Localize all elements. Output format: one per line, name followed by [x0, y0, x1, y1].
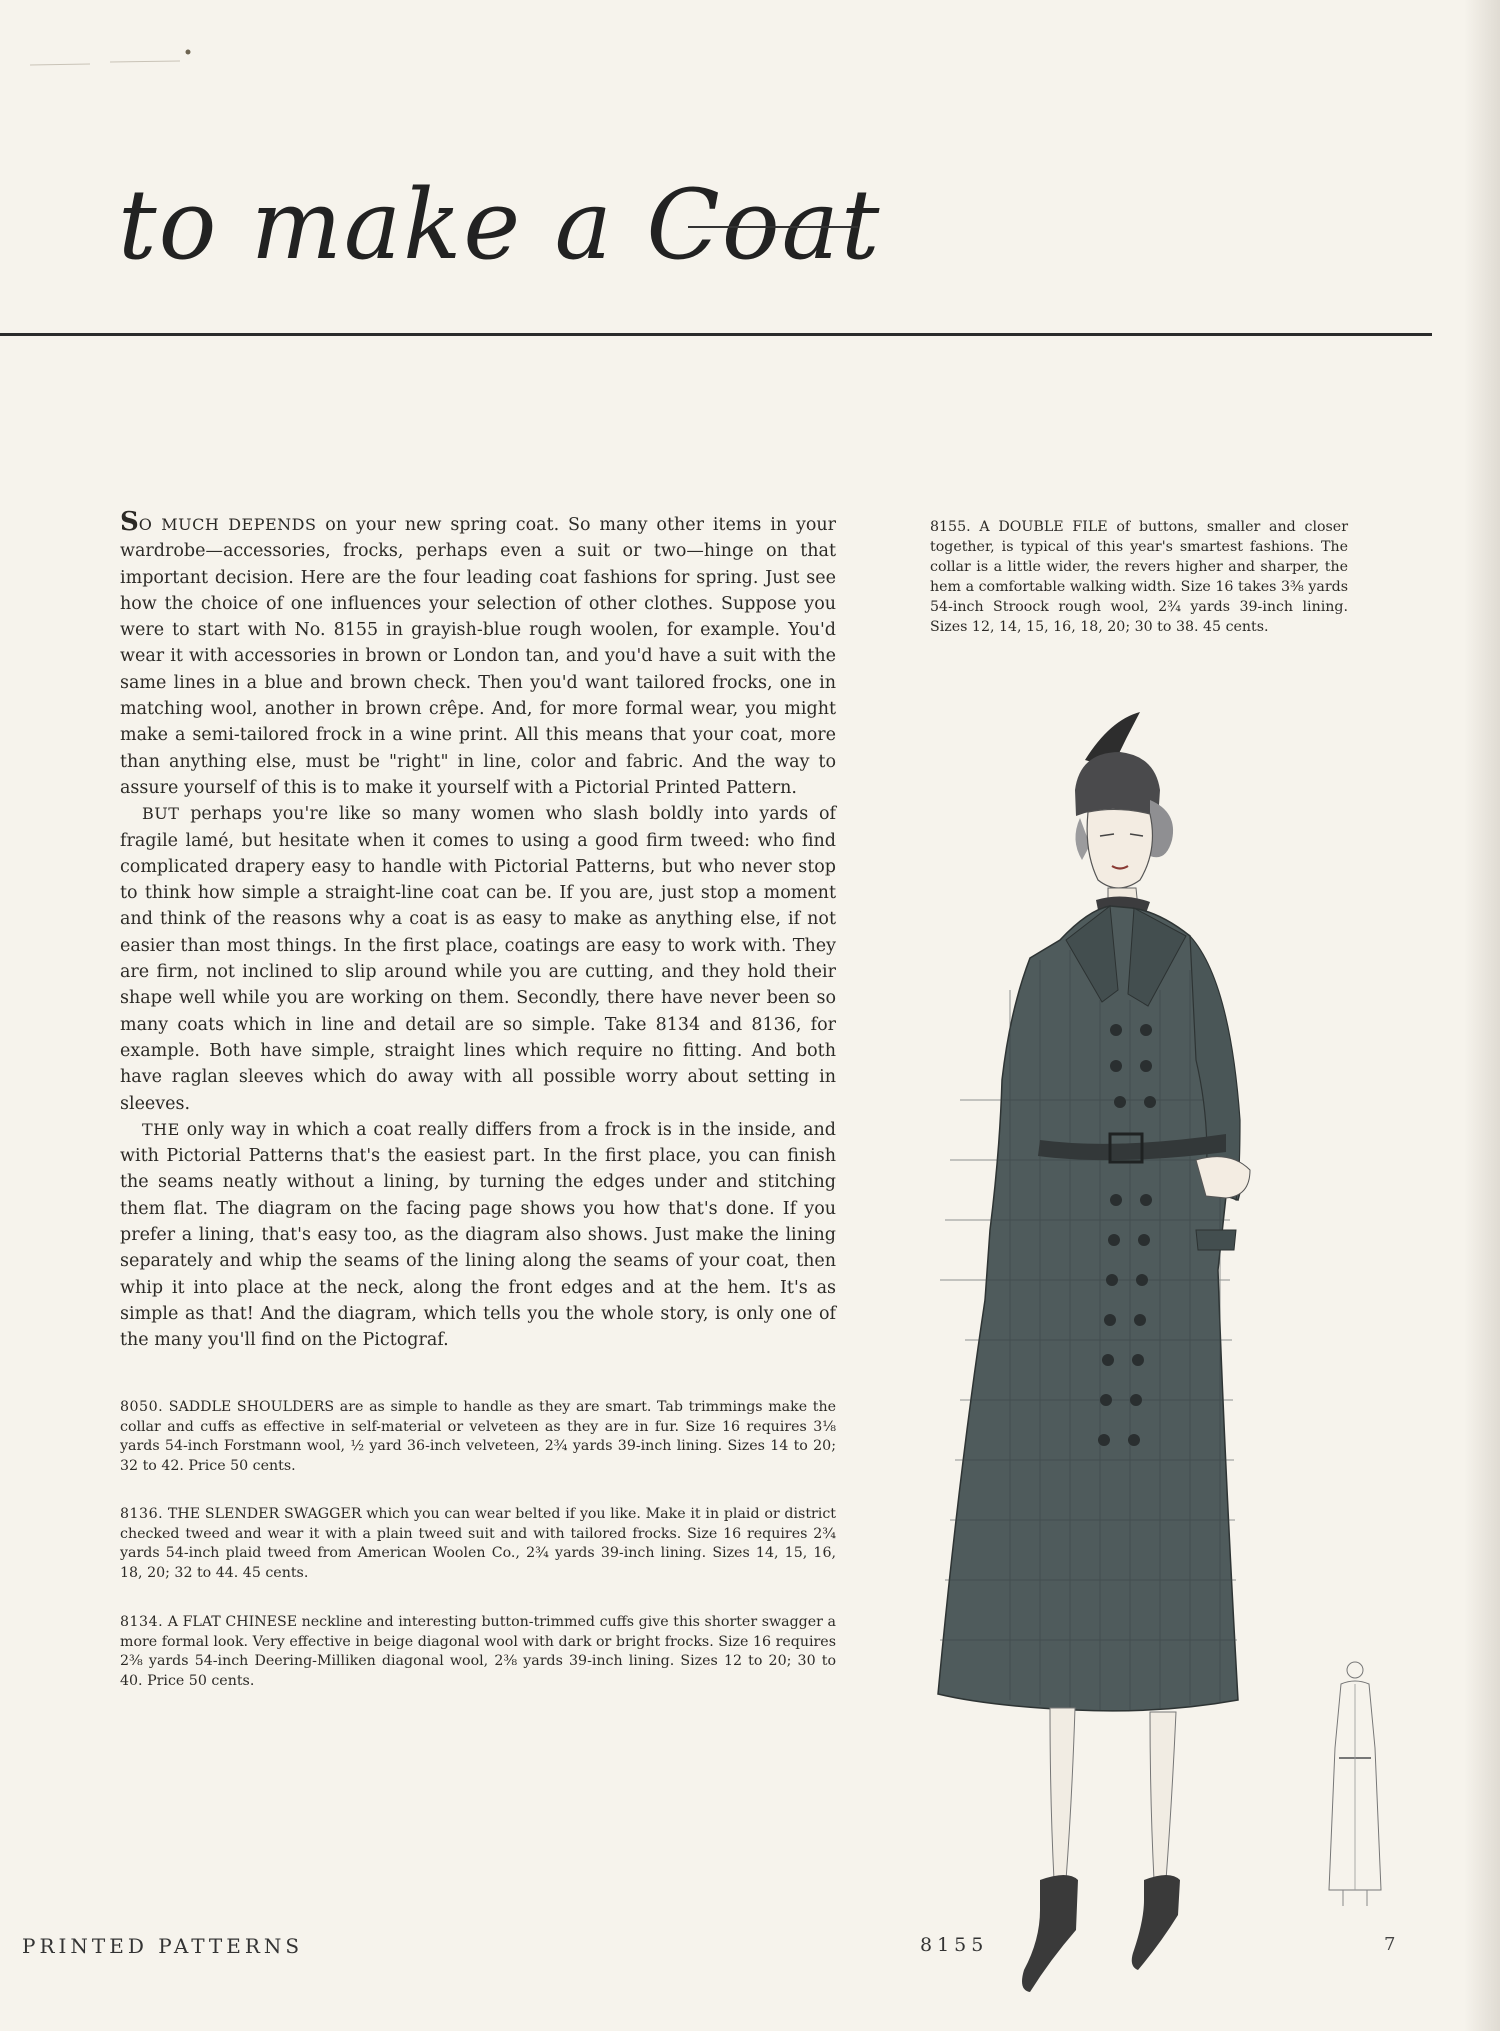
- publication-name: PRINTED PATTERNS: [22, 1934, 304, 1958]
- paragraph-3-lead: THE: [142, 1119, 180, 1139]
- page-title: to make a Coat: [118, 169, 882, 281]
- pattern-description-8134: [120, 1613, 836, 1691]
- page-edge-shadow: [1464, 0, 1500, 2031]
- pattern-number: 8134.: [120, 1614, 164, 1630]
- pattern-headline: A FLAT CHINESE: [167, 1614, 298, 1630]
- paper-speck: [30, 40, 200, 70]
- pattern-headline: SADDLE SHOULDERS: [168, 1399, 335, 1415]
- pattern-headline: A DOUBLE FILE: [979, 519, 1108, 535]
- paragraph-2-text: perhaps you're like so many women who slash boldly into yards of fragile lamé, but hesitate when it comes to using a good firm tweed: who find complicated drapery easy to handle with Pictorial Patterns, but who never stop to think how simple a straight-line coat can be. If you are, just stop a moment and think of the reasons why a coat is as easy to make as anything else, if not easier than most things. In the first place, coatings are easy to work with. They are firm, not inclined to slip around while you are cutting, and they hold their shape well while you are working on them. Secondly, there have never been so many coats which in line and detail are so simple. Take 8134 and 8136, for example. Both have simple, straight lines which require no fitting. And both have raglan sleeves which do away with all possible worry about setting in sleeves.: [120, 804, 836, 1114]
- pattern-text: are as simple to handle as they are smart. Tab trimmings make the collar and cuffs as effective in self-material or velveteen as they are in fur. Size 16 requires 3⅛ yards 54-inch Forstmann wool, ½ yard 36-inch velveteen, 2¾ yards 39-inch lining. Sizes 14 to 20; 32 to 42. Price 50 cents.: [120, 1399, 836, 1474]
- header-divider: [0, 333, 1432, 336]
- article-paragraph-2: [120, 801, 836, 1117]
- pattern-description-8155: [930, 518, 1348, 637]
- pattern-number: 8050.: [120, 1399, 164, 1415]
- paragraph-1-text: on your new spring coat. So many other items in your wardrobe—accessories, frocks, perhaps even a suit or two—hinge on that important decision. Here are the four leading coat fashions for spring. Just see how the choice of one influences your selection of other clothes. Suppose you were to start with No. 8155 in grayish-blue rough woolen, for example. You'd wear it with accessories in brown or London tan, and you'd have a suit with the same lines in a blue and brown check. Then you'd want tailored frocks, one in matching wool, another in brown crêpe. And, for more formal wear, you might make a semi-tailored frock in a wine print. All this means that your coat, more than anything else, must be "right" in line, color and fabric. And the way to assure yourself of this is to make it yourself with a Pictorial Printed Pattern.: [120, 515, 837, 798]
- paragraph-2-lead: BUT: [142, 804, 180, 824]
- pattern-text: of buttons, smaller and closer together, is typical of this year's smartest fashions. The collar is a little wider, the revers higher and sharper, the hem a comfortable walking width. Size 16 takes 3⅜ yards 54-inch Stroock rough wool, 2¾ yards 39-inch lining. Sizes 12, 14, 15, 16, 18, 20; 30 to 38. 45 cents.: [930, 519, 1348, 635]
- coat-back-view-sketch: [1325, 1658, 1385, 1908]
- pattern-number: 8155.: [930, 519, 971, 535]
- article-paragraph-3: [120, 1117, 836, 1354]
- pattern-description-8050: [120, 1398, 836, 1476]
- pattern-description-8136: [120, 1505, 836, 1583]
- pattern-text: which you can wear belted if you like. Make it in plaid or district checked tweed and wear it with a plain tweed suit and with tailored frocks. Size 16 requires 2¾ yards 54-inch plaid tweed from American Woolen Co., 2¾ yards 39-inch lining. Sizes 14, 15, 16, 18, 20; 32 to 44. 45 cents.: [120, 1506, 836, 1581]
- pattern-headline: THE SLENDER SWAGGER: [167, 1506, 362, 1522]
- coat-fashion-illustration: [990, 705, 1240, 1995]
- pattern-text: neckline and interesting button-trimmed cuffs give this shorter swagger a more formal look. Very effective in beige diagonal wool with dark or bright frocks. Size 16 requires 2⅜ yards 54-inch Deering-Milliken diagonal wool, 2⅜ yards 39-inch lining. Sizes 12 to 20; 30 to 40. Price 50 cents.: [120, 1614, 836, 1689]
- title-underline: [688, 226, 858, 228]
- drop-cap: S: [120, 507, 139, 537]
- paragraph-3-text: only way in which a coat really differs from a frock is in the inside, and with Pictorial Patterns that's the easiest part. In the first place, you can finish the seams neatly without a lining, by turning the edges under and stitching them flat. The diagram on the facing page shows you how that's done. If you prefer a lining, that's easy too, as the diagram also shows. Just make the lining separately and whip the seams of the lining along the seams of your coat, then whip it into place at the neck, along the front edges and at the hem. It's as simple as that! And the diagram, which tells you the whole story, is only one of the many you'll find on the Pictograf.: [120, 1119, 836, 1351]
- pattern-number: 8136.: [120, 1506, 164, 1522]
- lead-in: O MUCH DEPENDS: [138, 515, 317, 534]
- article-body: [120, 507, 837, 1354]
- illustration-pattern-number: 8155: [920, 1934, 989, 1956]
- article-paragraph-1: [120, 507, 837, 801]
- page-number: 7: [1384, 1934, 1396, 1955]
